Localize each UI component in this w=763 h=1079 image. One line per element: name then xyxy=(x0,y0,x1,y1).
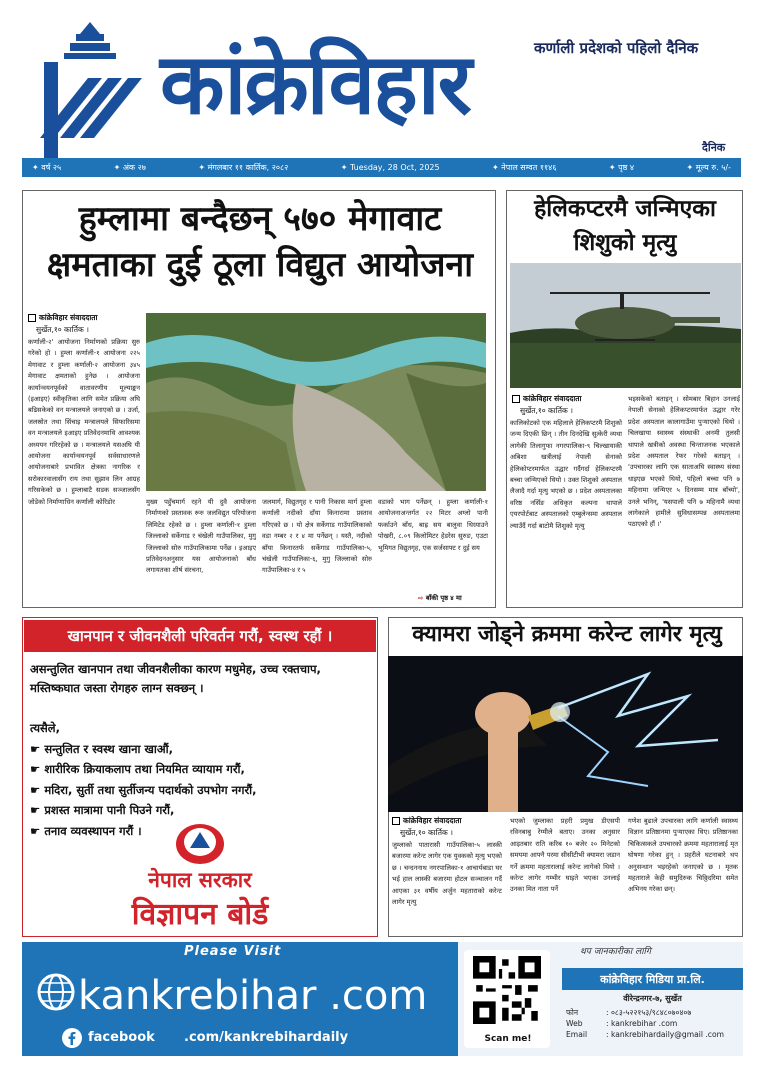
helicopter-column-1: कालिकोटको एक महिलाले हेलिकप्टरमै शिशुको जन्म दिएकी छिन् । तीन दिनदेखि सुत्केरी व्यथा लागेकी तिलागुफा नगरपालिका-९ चिल्खायाकी अबिशा खत्रीलाई नेपाली सेनाको हेलिकोप्टरमार्फत उद्धार गर्दैगर्दा हेलिकप्टरमै बच्चा जन्मिएको थियो । उक्त शिशुको अस्पताल लैजादै गर्दा मृत्यु भएको छ । प्रदेश अस्पतालका वरिष्ठ नर्सिङ अधिकृत कल्पना थापाले एयरपोर्टबाट अस्पतालको एम्बुलेन्समा अस्पताल ल्याउँदैं गर्दा बाटोमै शिशुको मृत्यु xyxy=(510,419,622,530)
company-name: कांक्रेविहार मिडिया प्रा.लि. xyxy=(562,968,743,990)
electric-cable-photo xyxy=(388,656,743,812)
phone-row[interactable]: फोन : ०८३-५२२१५३/९८४८०७०४०७ xyxy=(566,1008,692,1017)
facebook-handle[interactable]: .com/kankrebihardaily xyxy=(184,1030,349,1045)
ad-bullet-1: ☛ सन्तुलित र स्वस्थ खाना खाऔं, xyxy=(30,741,173,756)
facebook-label[interactable]: facebook xyxy=(88,1030,155,1045)
health-ad-intro: असन्तुलित खानपान तथा जीवनशैलीका कारण मधुमेह, उच्च रक्तचाप, मस्तिष्कघात जस्ता रोगहरु लाग्न सक्छन् । xyxy=(30,662,321,695)
helicopter-headline-line1: हेलिकप्टरमै जन्मिएका xyxy=(534,196,716,222)
lead-byline: कांक्रेविहार संवाददाता xyxy=(28,313,98,323)
river-valley-photo xyxy=(146,313,486,491)
electrocution-dateline: सुर्खेत,१० कार्तिक । xyxy=(400,828,453,837)
electrocution-column-1: जुम्लाको पातारासी गाउँपालिका-५ लास्की बजारमा करेन्ट लागेर एक युवकको मृत्यु भएको छ । चन्दननाथ नगरपालिका-१ आचार्यबाडा घर भई हाल लास्की बजारमा होटल सञ्चालन गर्दै आएका ३१ वर्षीय अर्जुन महताराको करेन्ट लागेर मृत्यु xyxy=(392,841,502,907)
more-info-label: थप जानकारीका लागि xyxy=(580,947,651,957)
electrocution-column-2: भएको जुम्लाका प्रहरी प्रमुख डीएसपी रविनबाबु रेग्मीले बताए। उनका अनुसार आइतबार राति करिब १० बजेर २० मिनेटको समयमा आफ्नै परमा सीसीटीभी क्यामरा जडान गर्ने क्रममा महतारालाई करेन्ट लागेको थियो । करेन्ट लागेर गम्भीर घाइते भएका उनलाई उनका मित नाता पर्ने xyxy=(510,817,620,894)
helicopter-column-2: भइसकेको बताइन् । सोमबार बिहान उनलाई नेपाली सेनाको हेलिकप्टरमार्फत उद्धार गरेर प्रदेश अस्पताल कालागाउँमा पुऱ्याएको थियो । चिलखाया स्वास्थ्य संस्थाकी अनमी तुलसी थापाले खत्रीको अवस्था चिन्ताजनक भएकाले प्रदेश अस्पताल रेफर गरेको बताइन् । 'उपचारका लागि एक साताअघि स्वास्थ्य संस्था धाइएछ भएको थियो, पहिलो बच्चा पनि ७ महिनामा जन्मिएर ५ दिनसम्म मात्र बाँच्यो', उनले भनिन्, 'यसपाली पनि ७ महिनामै व्यथा लागेकाले हामीले सुविधासम्पन्न अस्पतालमा पठाएको हौं ।' xyxy=(628,395,740,529)
helicopter-photo xyxy=(510,263,741,388)
globe-icon xyxy=(36,972,76,1012)
page-count: ✦ पृष्ठ ४ xyxy=(608,163,635,172)
nepal-government-label: नेपाल सरकार xyxy=(148,868,252,892)
lead-headline-line2: क्षमताका दुई ठूला विद्युत आयोजना xyxy=(46,245,474,285)
newspaper-logo-mark xyxy=(30,18,150,160)
lead-column-3: जलमार्ग, विद्युतगृह र पानी निकास मार्ग हुम्ला कर्णाली नदीको दाँया किनारामा प्रस्ताव गरिएको छ । यो क्षेत्र सर्केगाड गाउँपालिकाको वडा नम्बर २ र ४ मा पर्नेछन् । यस्तै, नदीको बाँया किनारतर्फ सर्केगाड गाउँपालिका-५, चंखेली गाउँपालिका-६, मुगु जिल्लाको सोरु गाउँपालिका-४ र ५ xyxy=(262,498,372,575)
lead-column-2: मुख्य पहुँचमार्ग रहने यी दुवै आयोजना निर्माणको प्रस्तावक रूरु जलविद्युत परियोजना लिमिटेड रहेको छ । हुम्ला कर्णाली-१ हुम्ला जिल्लाको सर्केगाड र चंखेली गाउँपालिका, मुगु जिल्लाको सोरु गाउँपालिकामा पर्नेछ । इआइए प्रतिवेदनअनुसार यस आयोजनाको बाँध लगायतका शीर्ष संरचना, xyxy=(146,498,256,575)
electrocution-byline: कांक्रेविहार संवाददाता xyxy=(392,816,462,826)
qr-code-icon xyxy=(473,956,541,1024)
nepal-era: ✦ नेपाल सम्वत ११४६ xyxy=(492,163,557,172)
ad-bullet-2: ☛ शारीरिक क्रियाकलाप तथा नियमित व्यायाम गरौं, xyxy=(30,762,245,776)
lead-headline-line1: हुम्लामा बन्दैछन् ५७० मेगावाट xyxy=(78,199,442,239)
lead-dateline: सुर्खेत,१० कार्तिक । xyxy=(36,325,89,334)
please-visit-label: Please Visit xyxy=(184,944,282,959)
contact-details xyxy=(566,1007,724,1040)
hand-pointer-icon: ☛ xyxy=(30,762,45,776)
web-row[interactable]: Web : kankrebihar .com xyxy=(566,1019,678,1028)
electrocution-story-headline[interactable]: क्यामरा जोड्ने क्रममा करेन्ट लागेर मृत्यु xyxy=(412,622,722,647)
ad-bullet-3: ☛ मदिरा, सुर्ती तथा सुर्तीजन्य पदार्थको उपभोग नगरौं, xyxy=(30,782,257,797)
helicopter-headline-line2: शिशुको मृत्यु xyxy=(573,230,677,256)
lead-continued-link[interactable]: ⇨ बाँकी पृष्ठ ४ मा xyxy=(418,594,462,602)
facebook-icon xyxy=(62,1028,82,1048)
helicopter-byline: कांक्रेविहार संवाददाता xyxy=(512,394,582,404)
electrocution-column-3: गणेश बुढाले उपचारका लागि कर्णाली स्वास्थ्य विज्ञान प्रतिष्ठानमा पुऱ्याएका थिए। प्रतिष्ठानका चिकित्सकले उपचारको क्रममा महतारालाई मृत घोषणा गरेका हुन् । प्रहरीले घटनाबारे थप अनुसन्धान भइरहेको जनाएको छ । मृतक महताराले केही समुदिरुक चिठ्ठिदरिमा समेत अभिनय गरेका छन्। xyxy=(628,817,738,894)
hand-pointer-icon: ☛ xyxy=(30,741,45,756)
nepal-government-emblem-icon xyxy=(172,818,228,866)
price-label: ✦ मूल्य रु. ५/- xyxy=(686,163,731,172)
company-address: वीरेन्द्रनगर-७, सुर्खेत xyxy=(623,994,682,1003)
helicopter-story-headline[interactable] xyxy=(510,192,740,260)
hand-pointer-icon: ☛ xyxy=(30,782,45,797)
lead-story-headline[interactable] xyxy=(30,196,490,288)
scan-me-label: Scan me! xyxy=(484,1034,532,1044)
lead-column-4: वडाको भाग पर्नेछन् । हुम्ला कर्णाली-१ आयोजनाअन्तर्गत २२ मिटर अग्लो पानी फर्काउने बाँध, बाह्र सय बालुवा थिग्र्याउने पोखरी, ८.०९ किलोमिटर हेडरेस सुरुङ, एउटा भूमिगत विद्युतगृह, एक सर्जसाफ्ट र दुई सय xyxy=(378,498,488,552)
ad-date: ✦ Tuesday, 28 Oct, 2025 xyxy=(340,163,440,172)
hand-pointer-icon: ☛ xyxy=(30,823,45,838)
issue-info-bar xyxy=(22,158,741,177)
newspaper-name: कांक्रेविहार xyxy=(160,35,470,133)
daily-label: दैनिक xyxy=(702,141,726,154)
ad-bullet-5: ☛ तनाव व्यवस्थापन गरौं । xyxy=(30,823,142,838)
year-label: ✦ वर्ष २५ xyxy=(32,163,62,172)
bs-date: ✦ मंगलबार ११ कार्तिक, २०८२ xyxy=(198,163,289,172)
issue-label: ✦ अंक २७ xyxy=(113,163,146,172)
health-ad-header: खानपान र जीवनशैली परिवर्तन गरौं, स्वस्थ रहौं । xyxy=(24,620,376,652)
advertising-board-label: विज्ञापन बोर्ड xyxy=(131,897,269,932)
ad-bullet-4: ☛ प्रशस्त मात्रामा पानी पिउने गरौं, xyxy=(30,803,175,817)
hand-pointer-icon: ☛ xyxy=(30,803,45,817)
newspaper-tagline: कर्णाली प्रदेशको पहिलो दैनिक xyxy=(534,39,699,57)
website-url[interactable]: kankrebihar .com xyxy=(78,973,428,1019)
ad-therefore: त्यसैले, xyxy=(30,721,60,735)
helicopter-dateline: सुर्खेत,१० कार्तिक । xyxy=(520,406,573,415)
email-row[interactable]: Email : kankrebihardaily@gmail .com xyxy=(566,1030,725,1039)
lead-column-1: कर्णाली-२' आयोजना निर्माणको प्रक्रिया सुरु गरेको हो । हुम्ला कर्णाली-१ आयोजना २२५ मेगावाट र हुम्ला कर्णाली-२ आयोजना ३४५ मेगावाट क्षमताको हुनेछ । आयोजना कार्यान्वयनपूर्वको वातावरणीय मूल्याङ्कन (इआइए) स्वीकृतिका लागि समेत प्रक्रिया अघि बढिसकेको वन मन्त्रालयले जनाएको छ । उर्जा, जलस्रोत तथा सिंचाइ मन्त्रालयले सिफारिसमा वन मन्त्रालयले इआइए प्रतिवेदनमाथि आवश्यक अध्ययन गरिरहेको छ । मन्त्रालयले यसअघि यी आयोजना कार्यान्वयनपूर्व सर्वसाधारणले आयोजनाबारे प्रभावित क्षेत्रका नागरिक र सरोकारवालासँग राय तथा सुझाव लिन आग्रह गरिसकेको छ । हुम्लाबाटै सडक सञ्जालसँग जोडेको निर्माणाधिन कर्णाली कोरिडोर xyxy=(28,338,140,506)
